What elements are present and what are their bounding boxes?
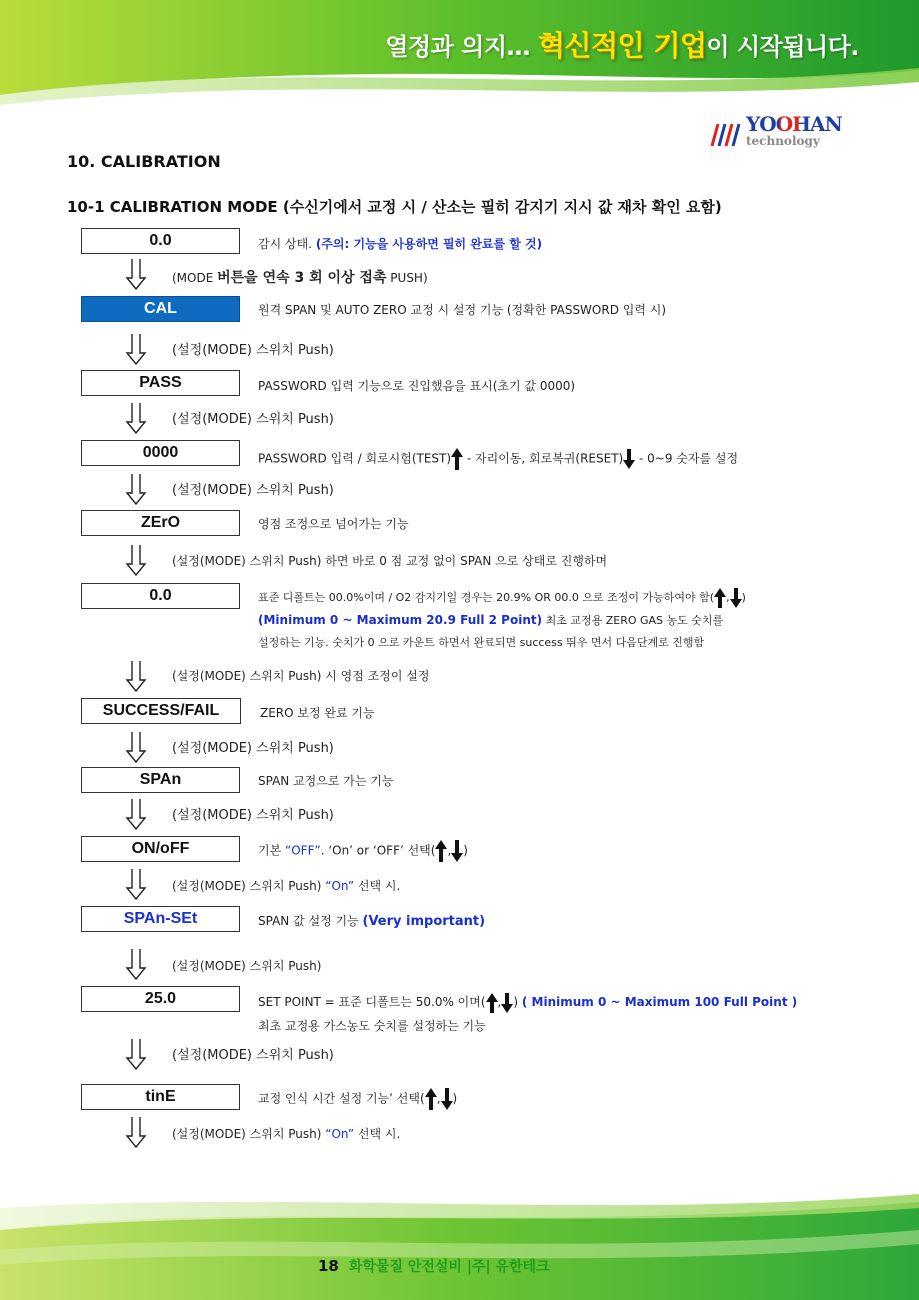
header-banner — [0, 0, 919, 110]
display-box-span-set: SPAn-SEt — [81, 906, 240, 932]
display-box-zero-value: 0.0 — [81, 583, 240, 609]
up-arrow-icon — [451, 448, 463, 470]
page-number: 18 — [318, 1257, 339, 1275]
desc-time: 교정 인식 시간 설정 기능’ 선택( , ) — [258, 1088, 457, 1110]
display-box-cal: CAL — [81, 296, 240, 322]
display-box-zero: ZErO — [81, 510, 240, 536]
desc-span-set: SPAN 값 설정 기능 (Very important) — [258, 914, 486, 929]
down-arrow-icon — [124, 544, 148, 576]
desc-success-fail: ZERO 보정 완료 기능 — [260, 706, 375, 720]
down-arrow-icon — [124, 868, 148, 900]
logo-wordmark: YOOHAN — [746, 112, 842, 136]
up-arrow-icon — [486, 993, 498, 1013]
down-arrow-icon — [124, 473, 148, 505]
section-title: 10. CALIBRATION — [67, 152, 221, 171]
desc-zero-value: 표준 디폴트는 00.0%이며 / O2 감지기일 경우는 20.9% OR 00.0 으로 조정이 가능하여야 함( , ) (Minimum 0 ~ Maximum 20.9 Full 2 Point) 최초 교정용 ZERO GAS 농도 숫치를 설정하는 기능. 숫치가 0 으로 카운트 하면서 완료되면 success 뛰우 면서 다음단계로 진행함 — [258, 587, 746, 654]
down-arrow-icon — [623, 449, 635, 469]
display-box-set-point: 25.0 — [81, 986, 240, 1012]
display-box-pass: PASS — [81, 370, 240, 396]
footer-banner — [0, 1190, 919, 1300]
down-arrow-icon — [730, 588, 742, 608]
down-arrow-icon — [124, 1116, 148, 1148]
up-arrow-icon — [425, 1088, 437, 1110]
down-arrow-icon — [124, 1038, 148, 1070]
logo-subtext: technology — [746, 134, 820, 148]
desc-span: SPAN 교정으로 가는 기능 — [258, 774, 394, 788]
down-arrow-icon — [501, 993, 513, 1013]
down-arrow-icon — [124, 948, 148, 980]
down-arrow-icon — [124, 333, 148, 365]
display-box-time: tinE — [81, 1084, 240, 1110]
display-box-span: SPAn — [81, 767, 240, 793]
display-box-on-off: ON/oFF — [81, 836, 240, 862]
footer-company: 화학물질 안전설비 |주| 유한테크 — [348, 1259, 550, 1275]
header-slogan: 열정과 의지… 혁신적인 기업이 시작됩니다. — [385, 29, 859, 62]
desc-set-point: SET POINT = 표준 디폴트는 50.0% 이며( , ) ( Minimum 0 ~ Maximum 100 Full Point ) 최초 교정용 가스농도 숫치를 설정하는 기능 — [258, 990, 797, 1038]
display-box-password: 0000 — [81, 440, 240, 466]
down-arrow-icon — [124, 402, 148, 434]
footer-swoosh-graphic — [0, 1190, 919, 1300]
footer-text — [318, 1256, 550, 1276]
down-arrow-icon — [124, 798, 148, 830]
logo-stripes-icon — [708, 118, 744, 148]
up-arrow-icon — [714, 588, 726, 608]
down-arrow-icon — [451, 840, 463, 862]
desc-on-off: 기본 “OFF”. ‘On’ or ‘OFF’ 선택( , ) — [258, 840, 468, 862]
desc-cal: 원격 SPAN 및 AUTO ZERO 교정 시 설정 기능 (정확한 PASSWORD 입력 시) — [258, 303, 667, 317]
down-arrow-icon — [124, 660, 148, 692]
section-subtitle: 10-1 CALIBRATION MODE (수신기에서 교정 시 / 산소는 필히 감지기 지시 값 재차 확인 요함) — [67, 198, 722, 216]
display-box-monitor: 0.0 — [81, 228, 240, 254]
desc-monitor: 감시 상태. (주의: 기능을 사용하면 필히 완료를 할 것) — [258, 237, 543, 251]
desc-password: PASSWORD 입력 / 회로시험(TEST) - 자리이동, 회로복귀(RESET) - 0~9 숫자를 설정 — [258, 448, 738, 470]
down-arrow-icon — [124, 731, 148, 763]
down-arrow-icon — [124, 258, 148, 290]
up-arrow-icon — [435, 840, 447, 862]
display-box-success-fail: SUCCESS/FAIL — [81, 698, 241, 724]
down-arrow-icon — [441, 1088, 453, 1110]
desc-pass: PASSWORD 입력 기능으로 진입했음을 표시(초기 값 0000) — [258, 379, 576, 393]
company-logo — [708, 112, 858, 152]
desc-zero: 영점 조정으로 넘어가는 기능 — [258, 517, 409, 531]
